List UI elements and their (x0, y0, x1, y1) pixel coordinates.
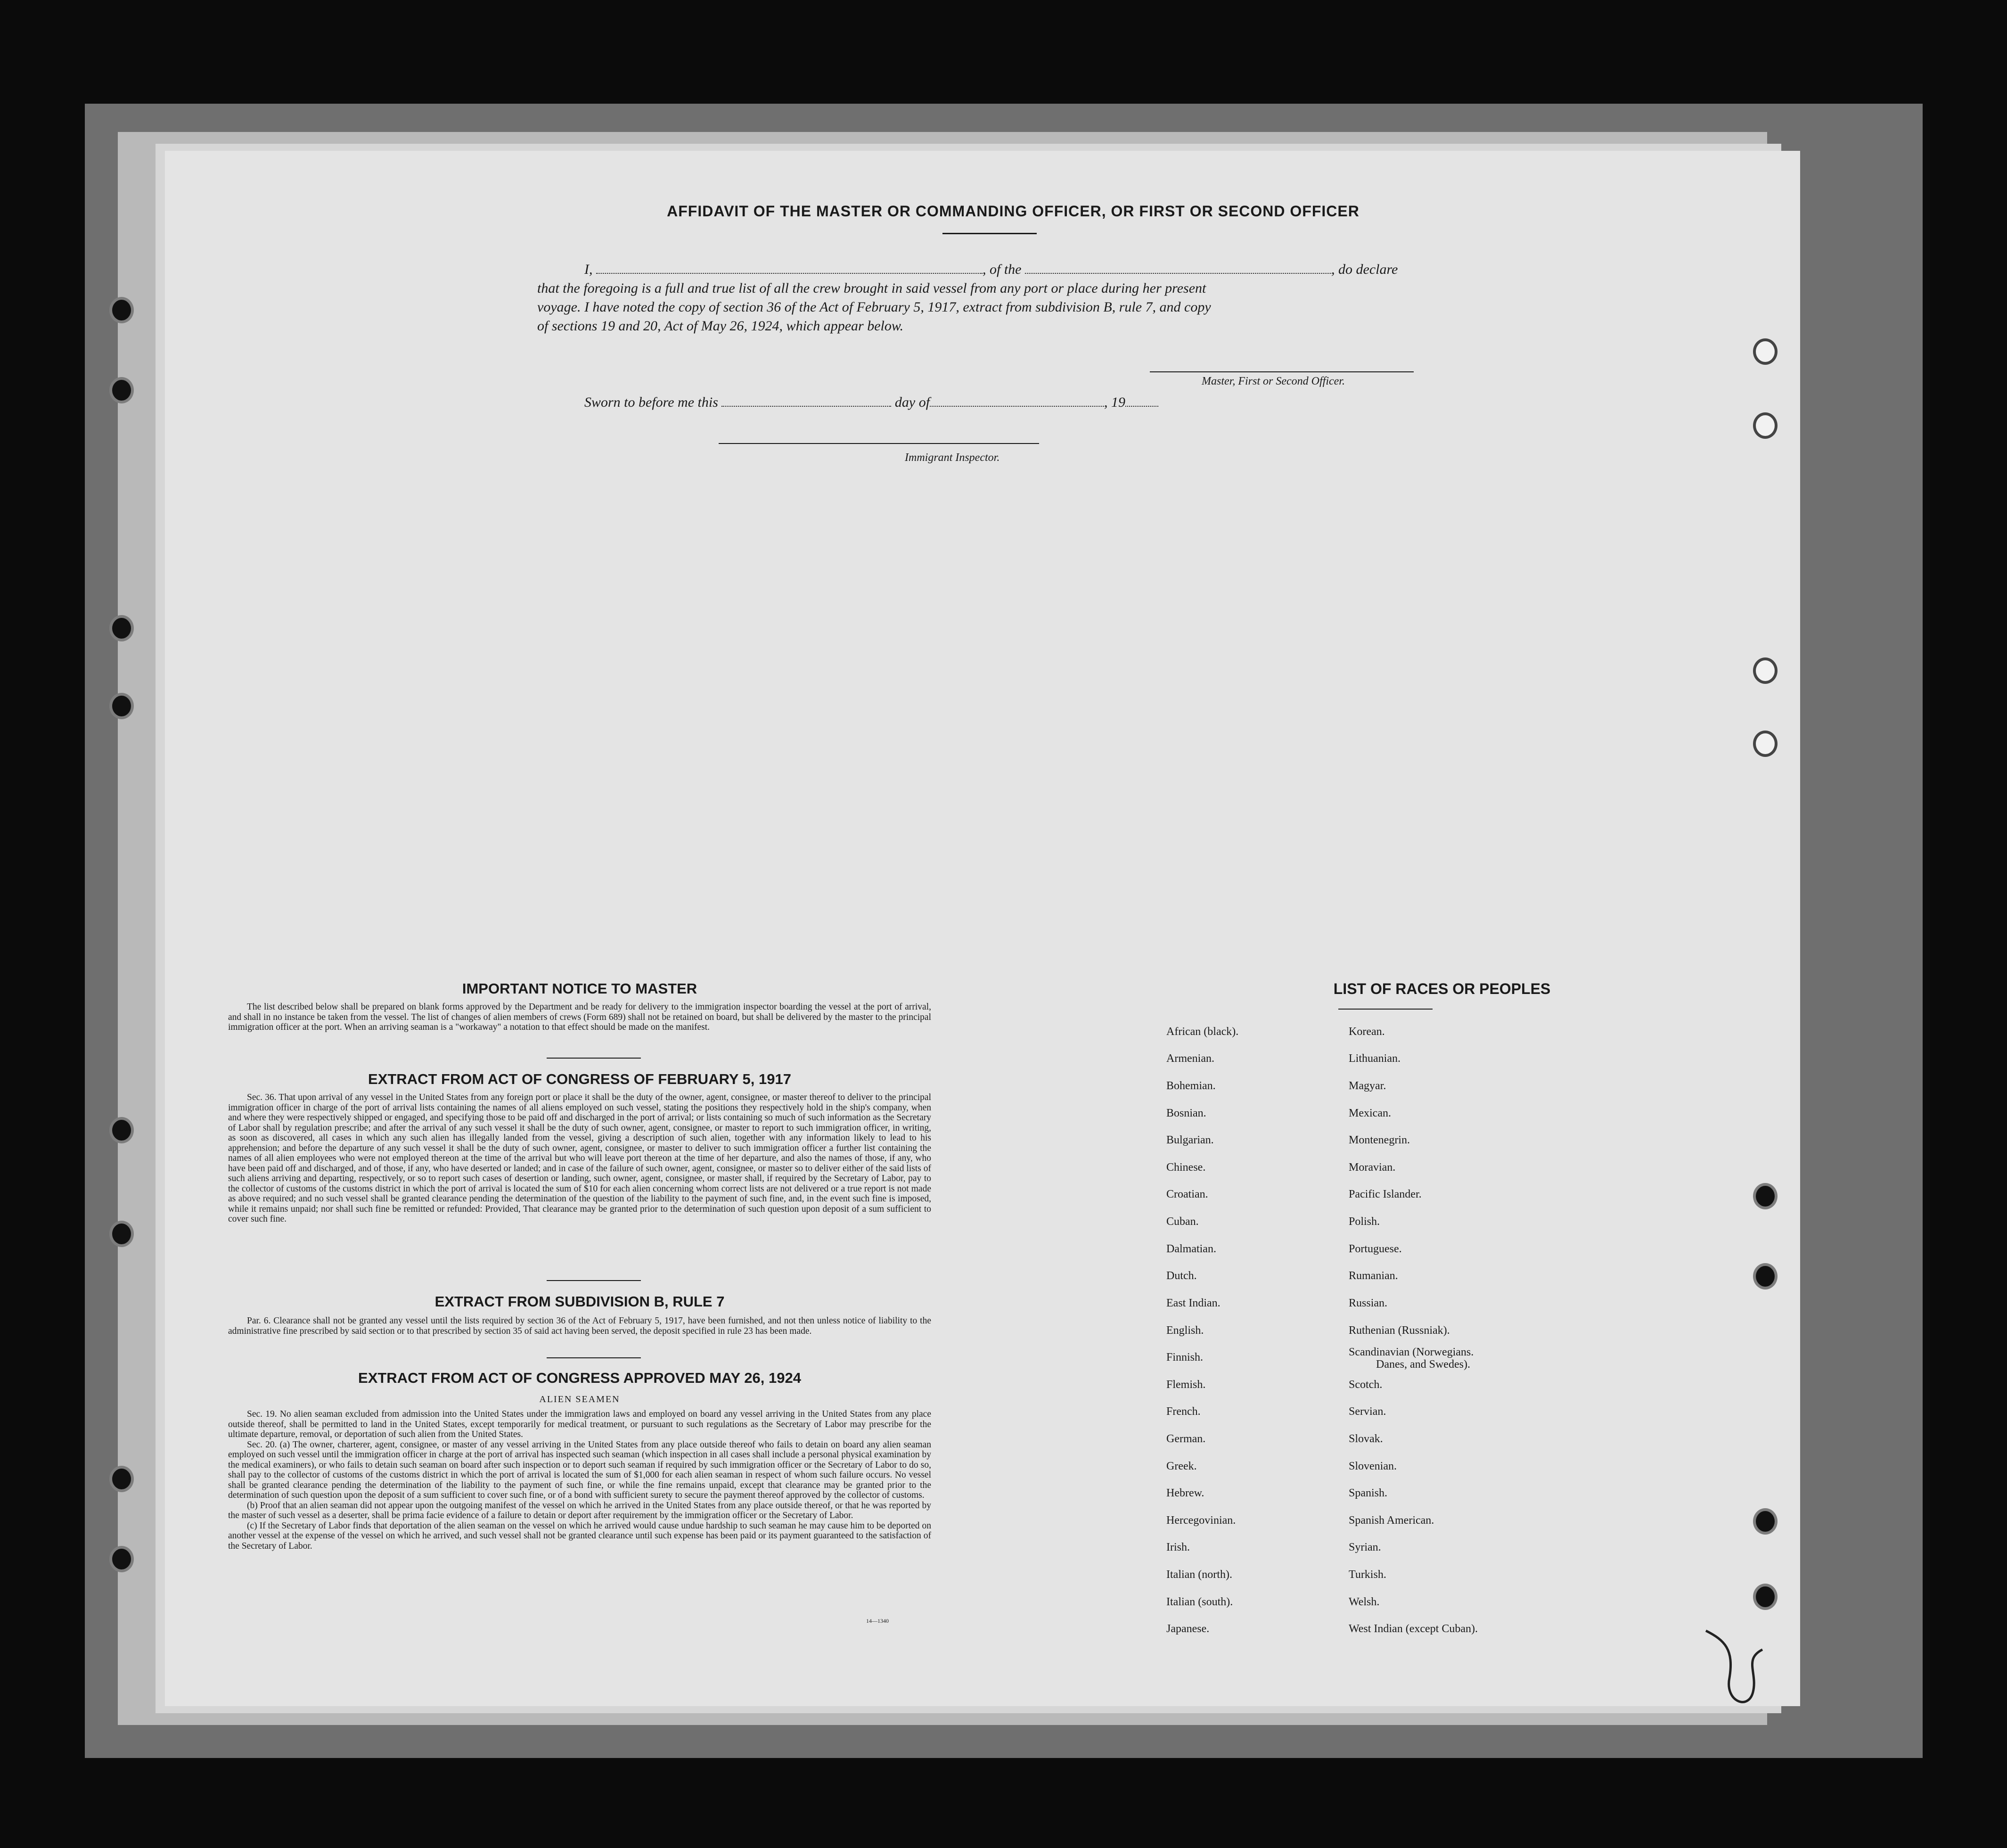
sec-20a-paragraph: Sec. 20. (a) The owner, charterer, agent, consignee, or master of any vessel arriving in the United States from any place outside thereof who fails to detain on board any alien seaman employed on such vessel until the immigration officer in charge at the port of arrival has inspected such seaman (which inspection in all cases shall include a personal physical examination by the medical examiners), or who fails to detain such seaman on board after such inspection or to deport such seaman if required by such immigration officer or the Secretary of Labor to do so, shall pay to the collector of customs of the customs district in which the port of arrival is located the sum of $1,000 for each alien seaman in respect of whom such failure occurs. No vessel shall be granted clearance pending the determination of the liability to the payment of such fine, or while the fine remains unpaid, except that clearance may be granted prior to the determination of such question upon the deposit of a sum sufficient to cover such fine, or of a bond with sufficient surety to secure the payment thereof approved by the collector of customs. (228, 1439, 931, 1500)
race-item: Pacific Islander. (1349, 1188, 1422, 1200)
race-item: Slovenian. (1349, 1460, 1397, 1472)
race-item: Slovak. (1349, 1433, 1383, 1445)
race-item: Mexican. (1349, 1107, 1391, 1119)
race-item: Montenegrin. (1349, 1134, 1410, 1146)
extract-1924-title: EXTRACT FROM ACT OF CONGRESS APPROVED MAY 26, 1924 (358, 1370, 801, 1386)
inspector-caption: Immigrant Inspector. (905, 452, 1000, 464)
master-caption: Master, First or Second Officer. (1202, 375, 1345, 387)
race-item: German. (1166, 1433, 1206, 1445)
race-item: Turkish. (1349, 1569, 1386, 1581)
master-signature-line[interactable] (1150, 371, 1414, 372)
race-item: Syrian. (1349, 1541, 1381, 1553)
race-item: Hercegovinian. (1166, 1514, 1236, 1527)
race-item: Japanese. (1166, 1623, 1210, 1635)
vessel-field[interactable] (1025, 262, 1331, 274)
binder-hole (1753, 1263, 1778, 1289)
extract-1924-text (228, 1409, 931, 1551)
binder-hole (109, 1221, 134, 1247)
binder-hole (109, 377, 134, 403)
affidavit-body (537, 260, 1447, 336)
extract-rule7-title: EXTRACT FROM SUBDIVISION B, RULE 7 (434, 1293, 725, 1310)
race-item: Flemish. (1166, 1379, 1206, 1391)
binder-hole (109, 615, 134, 641)
race-item: African (black). (1166, 1026, 1239, 1038)
binder-hole (1753, 1508, 1778, 1535)
notice-paragraph: The list described below shall be prepared on blank forms approved by the Department and be ready for delivery to the immigration inspector boarding the vessel at the port of arrival, and shall in no instance be taken from the vessel. The list of changes of alien members of crews (Form 689) shall not be retained on board, but shall be delivered by the master to the principal immigration officer at the port. When an arriving seaman is a "workaway" a notation to that effect should be made on the manifest. (228, 1002, 931, 1032)
race-item: Hebrew. (1166, 1487, 1204, 1499)
binder-hole (1753, 338, 1778, 365)
race-item: Greek. (1166, 1460, 1197, 1472)
race-item: French. (1166, 1405, 1201, 1418)
race-item: Magyar. (1349, 1080, 1386, 1092)
race-item: Welsh. (1349, 1596, 1380, 1608)
notice-text (228, 1002, 931, 1033)
affidavit-line-3: voyage. I have noted the copy of section 36 of the Act of February 5, 1917, extract from subdivision B, rule 7, and copy (537, 299, 1211, 315)
race-item: Russian. (1349, 1297, 1388, 1309)
race-item: Moravian. (1349, 1161, 1396, 1174)
binder-hole (1753, 731, 1778, 757)
race-item: Rumanian. (1349, 1270, 1398, 1282)
race-item: Dutch. (1166, 1270, 1197, 1282)
race-item: Chinese. (1166, 1161, 1206, 1174)
race-item: Cuban. (1166, 1216, 1199, 1228)
binder-hole (109, 297, 134, 323)
race-item: Italian (north). (1166, 1569, 1232, 1581)
binder-hole (109, 1117, 134, 1143)
race-item: Polish. (1349, 1216, 1380, 1228)
affidavit-text: , of the (983, 262, 1022, 277)
affidavit-line-4: of sections 19 and 20, Act of May 26, 1924, which appear below. (537, 318, 904, 334)
race-item-continued: Danes, and Swedes). (1376, 1358, 1470, 1371)
race-item: Scotch. (1349, 1379, 1383, 1391)
title-divider (942, 233, 1037, 234)
binder-hole (1753, 657, 1778, 684)
race-item: West Indian (except Cuban). (1349, 1623, 1478, 1635)
extract-rule7-text (228, 1316, 931, 1336)
affidavit-title: AFFIDAVIT OF THE MASTER OR COMMANDING OFFICER, OR FIRST OR SECOND OFFICER (667, 203, 1360, 220)
race-item: Italian (south). (1166, 1596, 1233, 1608)
sworn-month-field[interactable] (930, 394, 1104, 407)
race-item: Bosnian. (1166, 1107, 1206, 1119)
race-item: Dalmatian. (1166, 1243, 1216, 1255)
binder-hole (109, 1546, 134, 1572)
race-item: English. (1166, 1324, 1204, 1337)
race-item: East Indian. (1166, 1297, 1221, 1309)
sworn-text: Sworn to before me this (584, 394, 718, 410)
sworn-text: , 19 (1104, 394, 1126, 410)
binder-hole (1753, 412, 1778, 439)
sworn-text: day of (894, 394, 930, 410)
section-divider (547, 1280, 641, 1281)
affidavit-text: I, (584, 262, 593, 277)
inspector-signature-line[interactable] (719, 443, 1039, 444)
binder-hole (109, 693, 134, 719)
race-item: Irish. (1166, 1541, 1190, 1553)
sec-20c-paragraph: (c) If the Secretary of Labor finds that deportation of the alien seaman on the vessel on which he arrived would cause undue hardship to such seaman he may cause him to be deported on another vessel at the expense of the vessel on which he arrived, and such vessel shall not be granted clearance until such expense has been paid or its payment guaranteed to the satisfaction of the Secretary of Labor. (228, 1520, 931, 1551)
race-item: Korean. (1349, 1026, 1385, 1038)
race-item: Bulgarian. (1166, 1134, 1214, 1146)
sworn-line (537, 393, 1447, 412)
sec-20b-paragraph: (b) Proof that an alien seaman did not appear upon the outgoing manifest of the vessel on which he arrived in the United States from any place outside thereof, or that he was reported by the master of such vessel as a deserter, shall be prima facie evidence of a failure to detain or deport after requirement by the immigration officer or the Secretary of Labor. (228, 1500, 931, 1520)
race-item: Servian. (1349, 1405, 1386, 1418)
race-item: Ruthenian (Russniak). (1349, 1324, 1450, 1337)
section-divider (547, 1357, 641, 1358)
races-title: LIST OF RACES OR PEOPLES (1333, 980, 1551, 997)
races-divider (1338, 1009, 1433, 1010)
binder-hole (1753, 1584, 1778, 1610)
race-item: Spanish. (1349, 1487, 1388, 1499)
extract-1917-text (228, 1092, 931, 1224)
section-divider (547, 1058, 641, 1059)
form-number: 14—1340 (866, 1618, 889, 1624)
sworn-day-field[interactable] (721, 394, 891, 407)
race-item: Lithuanian. (1349, 1052, 1401, 1065)
race-item: Scandinavian (Norwegians. (1349, 1346, 1474, 1358)
affidavit-text: , do declare (1331, 262, 1398, 277)
alien-seamen-heading: ALIEN SEAMEN (539, 1394, 620, 1404)
extract-1917-title: EXTRACT FROM ACT OF CONGRESS OF FEBRUARY 5, 1917 (368, 1071, 791, 1087)
sec-36-paragraph: Sec. 36. That upon arrival of any vessel in the United States from any foreign port or place it shall be the duty of the owner, agent, consignee, or master thereof to deliver to the principal immigration officer in charge of the port of arrival lists containing the names of all aliens employed on such vessel, stating the positions they respectively hold in the ship's company, when and where they were respectively shipped or engaged, and specifying those to be paid off and discharged in the port of arrival; or lists containing so much of such information as the Secretary of Labor shall by regulation prescribe; and after the arrival of any such vessel it shall be the duty of such owner, agent, consignee, or master to report to such immigration officer, in writing, as soon as discovered, all cases in which any such alien has illegally landed from the vessel, giving a description of such alien, together with any information likely to lead to his apprehension; and before the departure of any such vessel it shall be the duty of such owner, agent, consignee, or master to deliver to such immigration officer a further list containing the names of all alien employees who were not employed thereon at the time of the arrival but who will leave port thereon at the time of her departure, and also the names of those, if any, who have been paid off and discharged, and of those, if any, who have deserted or landed; and in case of the failure of such owner, agent, consignee, or master so to deliver either of the said lists of such aliens arriving and departing, respectively, or so to report such cases of desertion or landing, such owner, agent, consignee, or master shall, if required by the Secretary of Labor, pay to the collector of customs of the customs district in which the port of arrival is located the sum of $10 for each alien concerning whom correct lists are not delivered or a true report is not made as above required; and no such vessel shall be granted clearance pending the determination of the question of the liability to the payment of such fine, and, in the event such fine is imposed, while it remains unpaid; nor shall such fine be remitted or refunded: Provided, That clearance may be granted prior to the determination of such question upon deposit of a sum sufficient to cover such fine. (228, 1092, 931, 1224)
sworn-year-field[interactable] (1125, 394, 1158, 407)
notice-title: IMPORTANT NOTICE TO MASTER (462, 980, 697, 997)
race-item: Armenian. (1166, 1052, 1214, 1065)
race-item: Portuguese. (1349, 1243, 1402, 1255)
affidavit-line-2: that the foregoing is a full and true list of all the crew brought in said vessel from any port or place during her present (537, 280, 1206, 296)
sec-19-paragraph: Sec. 19. No alien seaman excluded from admission into the United States under the immigration laws and employed on board any vessel arriving in the United States from any place outside thereof, shall be permitted to land in the United States, except temporarily for medical treatment, or pursuant to such regulations as the Secretary of Labor may prescribe for the ultimate departure, removal, or deportation of such alien from the United States. (228, 1409, 931, 1439)
binder-hole (109, 1466, 134, 1492)
race-item: Spanish American. (1349, 1514, 1434, 1527)
par-6-paragraph: Par. 6. Clearance shall not be granted any vessel until the lists required by section 36 of the Act of February 5, 1917, have been furnished, and not then unless notice of liability to the administrative fine prescribed by said section or to that prescribed by section 35 of said act having been served, the deposit specified in rule 23 has been made. (228, 1316, 931, 1336)
race-item: Finnish. (1166, 1351, 1204, 1363)
affidavit-line-1 (537, 260, 1447, 279)
race-item: Croatian. (1166, 1188, 1208, 1200)
race-item: Bohemian. (1166, 1080, 1216, 1092)
name-field[interactable] (596, 262, 983, 274)
binder-hole (1753, 1183, 1778, 1209)
handwritten-mark (1696, 1621, 1772, 1716)
